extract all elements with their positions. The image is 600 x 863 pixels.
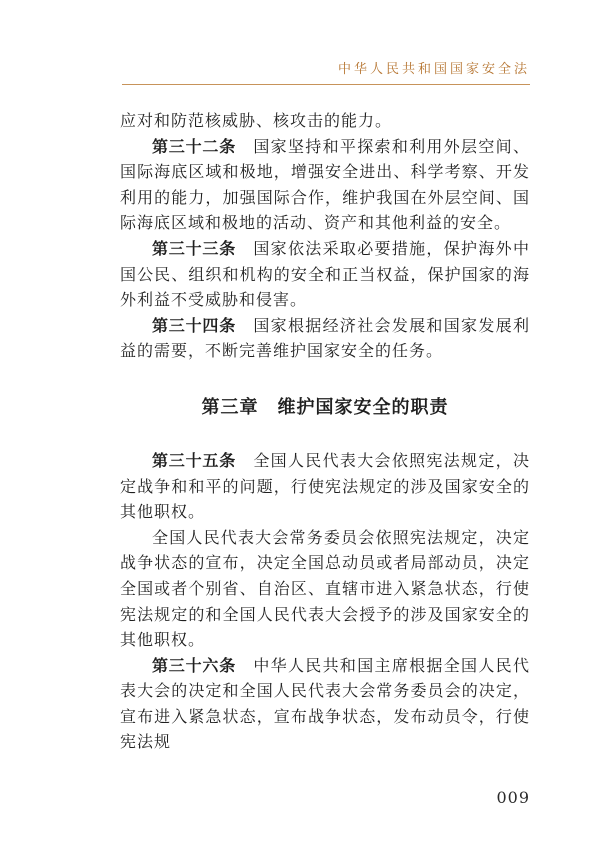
paragraph-continuation: [120, 108, 530, 134]
header-divider: [122, 84, 530, 85]
article-34: [120, 313, 530, 364]
article-35-paragraph-2: [120, 525, 530, 653]
article-33: [120, 236, 530, 313]
article-number: 第三十五条: [152, 450, 237, 470]
article-text: 国家坚持和平探索和利用外层空间、国际海底区域和极地，增强安全进出、科学考察、开发利用的能力，加强国际合作，维护我国在外层空间、国际海底区域和极地的活动、资产和其他利益的安全。: [120, 136, 530, 233]
article-35: [120, 448, 530, 525]
article-text: 全国人民代表大会依照宪法规定，决定战争和和平的问题，行使宪法规定的涉及国家安全的其他职权。: [120, 450, 530, 522]
article-text: 中华人民共和国主席根据全国人民代表大会的决定和全国人民代表大会常务委员会的决定，宣布进入紧急状态，宣布战争状态，发布动员令，行使宪法规: [120, 655, 530, 752]
page-body: [120, 108, 530, 755]
article-number: 第三十四条: [152, 315, 237, 335]
paragraph-text: 全国人民代表大会常务委员会依照宪法规定，决定战争状态的宣布，决定全国总动员或者局部动员，决定全国或者个别省、自治区、直辖市进入紧急状态，行使宪法规定的和全国人民代表大会授予的涉及国家安全的其他职权。: [120, 527, 530, 650]
article-text: 国家依法采取必要措施，保护海外中国公民、组织和机构的安全和正当权益，保护国家的海外利益不受威胁和侵害。: [120, 238, 530, 310]
article-number: 第三十三条: [152, 238, 237, 258]
article-32: [120, 134, 530, 236]
article-number: 第三十二条: [152, 136, 237, 156]
page-number: 009: [496, 788, 530, 807]
paragraph-text: 应对和防范核威胁、核攻击的能力。: [120, 111, 393, 130]
running-header: 中华人民共和国国家安全法: [337, 62, 530, 77]
article-number: 第三十六条: [152, 655, 237, 675]
chapter-title: 第三章 维护国家安全的职责: [201, 396, 449, 418]
article-36: [120, 653, 530, 755]
article-text: 国家根据经济社会发展和国家发展利益的需要，不断完善维护国家安全的任务。: [120, 315, 530, 361]
